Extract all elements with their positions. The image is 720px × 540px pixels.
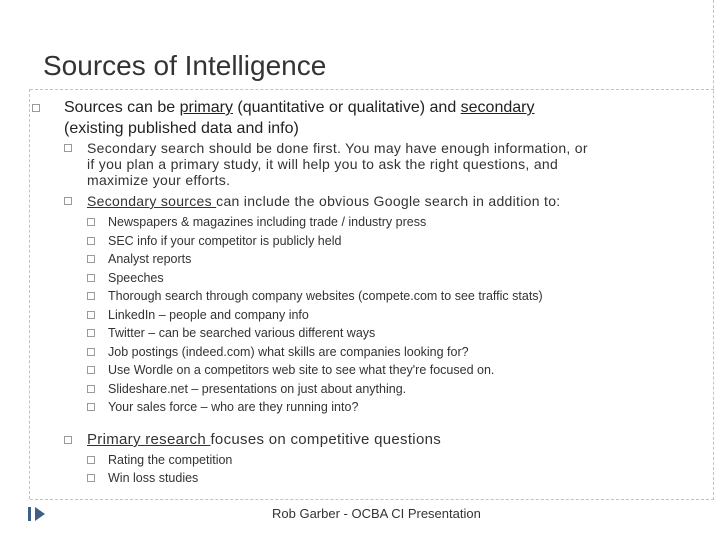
list-item: LinkedIn – people and company info — [108, 307, 309, 322]
bullet-icon — [87, 348, 95, 356]
slide-right-border — [713, 0, 714, 500]
bullet-icon — [87, 329, 95, 337]
footer-divider — [30, 499, 714, 500]
list-item: Win loss studies — [108, 471, 199, 485]
primary-research-bullet — [87, 432, 441, 448]
bullet-icon — [87, 385, 95, 393]
sub-bullet-secondary-sources — [87, 194, 560, 210]
title-divider — [30, 89, 714, 90]
list-item: Analyst reports — [108, 252, 192, 266]
list-item: Thorough search through company websites (compete.com to see traffic stats) — [108, 289, 543, 303]
list-item: Speeches — [108, 270, 164, 285]
list-item: Slideshare.net – presentations on just about anything. — [108, 381, 407, 396]
bullet-icon — [87, 274, 95, 282]
sub-bullet-line: if you plan a primary study, it will help you to ask the right questions, and — [87, 156, 559, 172]
main-bullet-mid: (quantitative or qualitative) and — [232, 99, 461, 116]
primary-research-rest: focuses on competitive questions — [210, 431, 442, 448]
main-bullet-line2: (existing published data and info) — [64, 120, 299, 137]
secondary-sources-rest: can include the obvious Google search in addition to: — [216, 193, 561, 209]
bullet-icon — [64, 197, 72, 205]
list-item: Newspapers & magazines including trade / industry press — [108, 215, 427, 229]
bullet-icon — [87, 311, 95, 319]
bullet-icon — [87, 456, 95, 464]
list-item: Your sales force – who are they running into? — [108, 400, 359, 414]
list-item: Rating the competition — [108, 453, 233, 467]
list-item: SEC info if your competitor is publicly held — [108, 233, 342, 248]
sub-bullet-line: Secondary search should be done first. You may have enough information, or — [87, 140, 588, 156]
bullet-icon — [64, 436, 72, 444]
slide-title: Sources of Intelligence — [43, 50, 327, 81]
slide-footer: Rob Garber - OCBA CI Presentation — [272, 506, 481, 521]
main-bullet-prefix: Sources can be — [64, 99, 180, 116]
bullet-icon — [32, 104, 40, 112]
secondary-term: secondary — [460, 99, 535, 116]
secondary-sources-link[interactable]: Secondary sources — [87, 193, 217, 209]
nav-bar-icon — [28, 507, 31, 521]
bullet-icon — [87, 237, 95, 245]
bullet-icon — [87, 255, 95, 263]
list-item: Use Wordle on a competitors web site to see what they're focused on. — [108, 363, 495, 377]
bullet-icon — [87, 218, 95, 226]
sub-bullet-line: maximize your efforts. — [87, 172, 231, 188]
bullet-icon — [87, 366, 95, 374]
bullet-icon — [87, 474, 95, 482]
primary-term: primary — [179, 99, 233, 116]
list-item: Job postings (indeed.com) what skills are companies looking for? — [108, 344, 469, 359]
primary-research-link[interactable]: Primary research — [87, 431, 211, 448]
list-item: Twitter – can be searched various different ways — [108, 326, 376, 340]
slide-left-border — [29, 89, 30, 499]
main-bullet-line1 — [64, 97, 534, 118]
bullet-icon — [87, 403, 95, 411]
bullet-icon — [64, 144, 72, 152]
bullet-icon — [87, 292, 95, 300]
play-arrow-icon[interactable] — [35, 507, 45, 521]
